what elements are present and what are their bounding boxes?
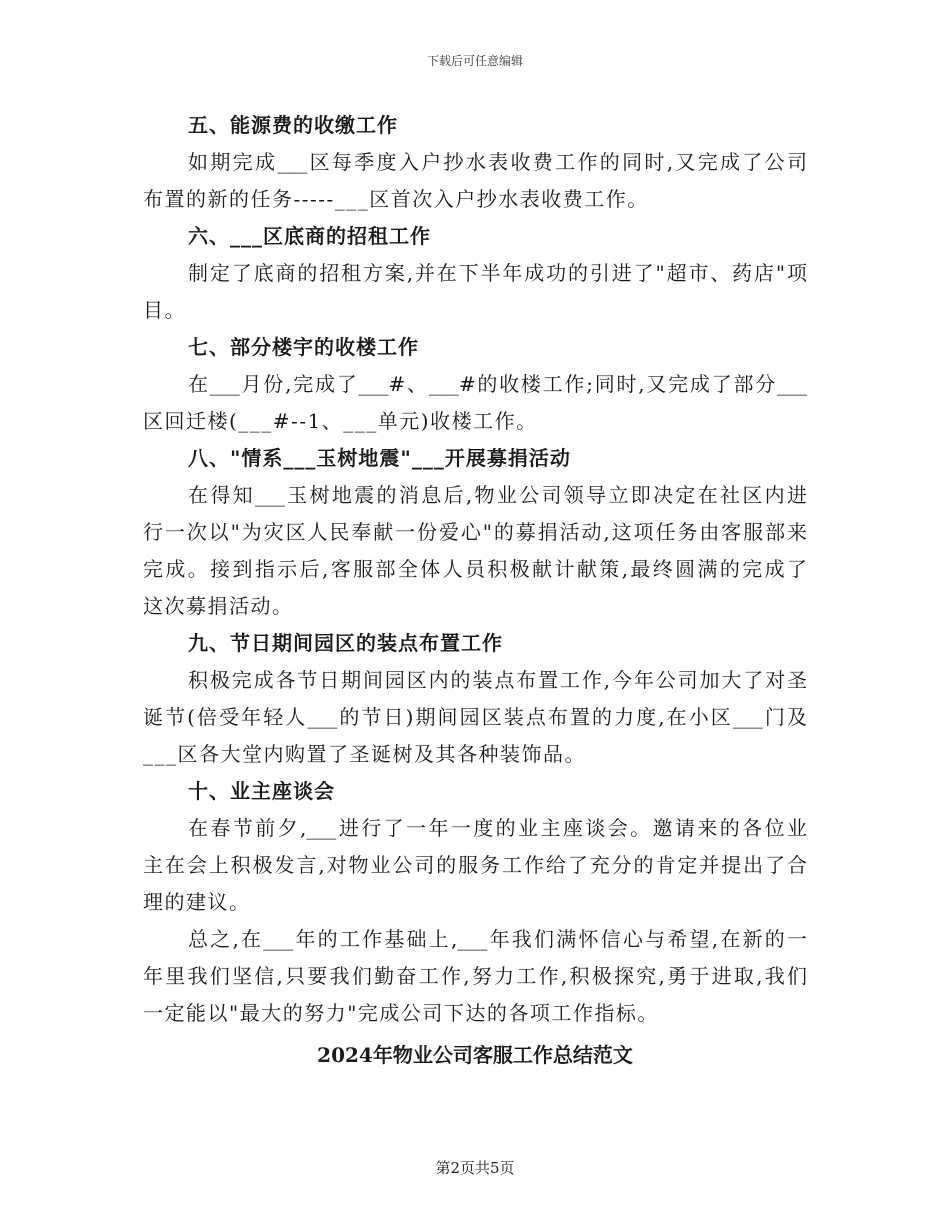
section-heading: 九、节日期间园区的装点布置工作 [188, 631, 503, 655]
next-document-title: 2024年物业公司客服工作总结范文 [317, 1043, 633, 1067]
paragraph-line: 目。 [143, 298, 186, 322]
page-footer: 第2页共5页 [435, 1159, 515, 1177]
paragraph-line: 行一次以"为灾区人民奉献一份爱心"的募捐活动,这项任务由客服部来 [143, 520, 807, 544]
paragraph-line: 理的建议。 [143, 890, 251, 914]
section-heading: 八、"情系___玉树地震"___开展募捐活动 [188, 446, 571, 470]
paragraph-line: 积极完成各节日期间园区内的装点布置工作,今年公司加大了对圣 [188, 668, 807, 692]
paragraph-line: 在___月份,完成了___#、___#的收楼工作;同时,又完成了部分___ [188, 372, 807, 396]
paragraph-line: ___区各大堂内购置了圣诞树及其各种装饰品。 [143, 742, 586, 766]
paragraph-line: 这次募捐活动。 [143, 594, 294, 618]
section-heading: 十、业主座谈会 [188, 779, 335, 803]
paragraph-line: 总之,在___年的工作基础上,___年我们满怀信心与希望,在新的一 [188, 927, 807, 951]
paragraph-line: 一定能以"最大的努力"完成公司下达的各项工作指标。 [143, 1001, 659, 1025]
paragraph-line: 年里我们坚信,只要我们勤奋工作,努力工作,积极探究,勇于进取,我们 [143, 964, 807, 988]
paragraph-line: 制定了底商的招租方案,并在下半年成功的引进了"超市、药店"项 [188, 261, 807, 285]
paragraph-line: 在得知___玉树地震的消息后,物业公司领导立即决定在社区内进 [188, 483, 807, 507]
paragraph-line: 完成。接到指示后,客服部全体人员积极献计献策,最终圆满的完成了 [143, 557, 807, 581]
paragraph-line: 布置的新的任务-----___区首次入户抄水表收费工作。 [143, 187, 649, 211]
paragraph-line: 主在会上积极发言,对物业公司的服务工作给了充分的肯定并提出了合 [143, 853, 807, 877]
section-heading: 七、部分楼宇的收楼工作 [188, 335, 419, 359]
header-note: 下载后可任意编辑 [426, 54, 523, 68]
paragraph-line: 区回迁楼(___#--1、___单元)收楼工作。 [143, 409, 538, 433]
section-heading: 五、能源费的收缴工作 [188, 113, 398, 137]
paragraph-line: 如期完成___区每季度入户抄水表收费工作的同时,又完成了公司 [188, 150, 807, 174]
section-heading: 六、___区底商的招租工作 [188, 224, 431, 248]
document-body [143, 107, 807, 1032]
paragraph-line: 在春节前夕,___进行了一年一度的业主座谈会。邀请来的各位业 [188, 816, 807, 840]
paragraph-line: 诞节(倍受年轻人___的节日)期间园区装点布置的力度,在小区___门及 [143, 705, 807, 729]
